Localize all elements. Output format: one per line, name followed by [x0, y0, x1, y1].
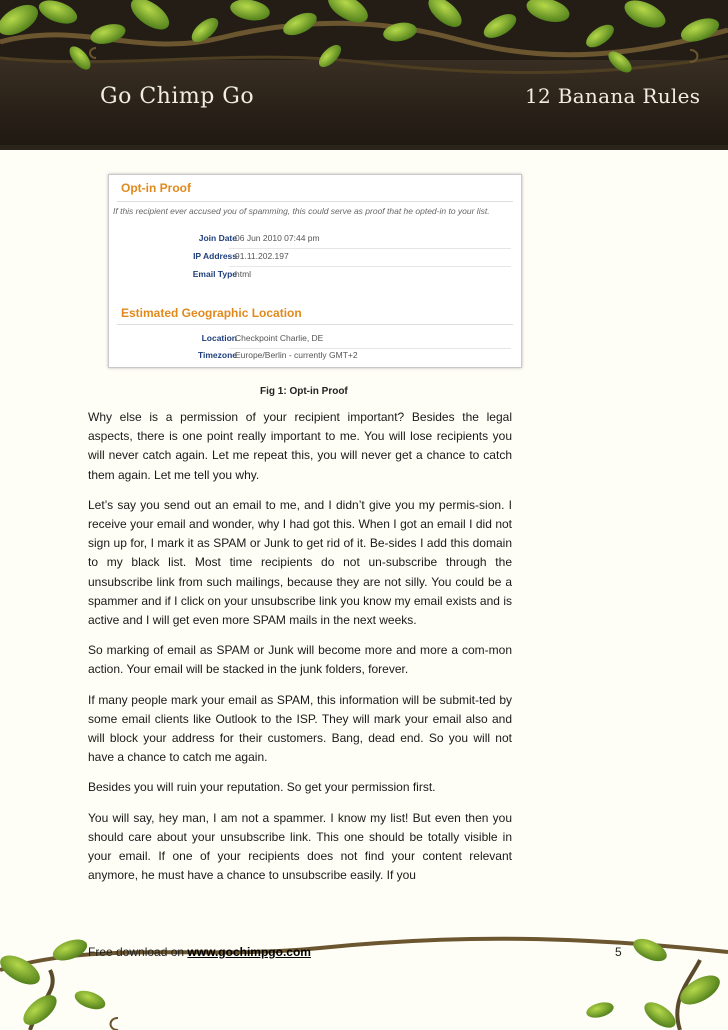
figure-separator [117, 201, 513, 202]
footer-prefix: Free download on [88, 945, 188, 959]
figure-row [109, 269, 521, 286]
figure-row [109, 350, 521, 367]
location-value: Checkpoint Charlie, DE [235, 333, 324, 343]
join-date-value: 06 Jun 2010 07:44 pm [235, 233, 320, 243]
email-type-value: html [235, 269, 252, 279]
figure-separator [117, 324, 513, 325]
jungle-vine-decoration [0, 0, 728, 150]
paragraph: If many people mark your email as SPAM, this information will be submit-ted by some email clients like Outlook to the ISP. They will mark your email also and will block your address for their customers. Bang, dead end. So you will not have a chance to catch me again. [88, 692, 512, 765]
geo-location-heading: Estimated Geographic Location [121, 306, 302, 320]
paragraph: Why else is a permission of your recipient important? Besides the legal aspects, there is one point really important to me. You will lose recipients you will never catch again. Let me repeat this, you will never get a chance to catch them again. Let me tell you why. [88, 410, 512, 482]
row-divider [229, 266, 511, 267]
body-text [88, 408, 512, 896]
timezone-value: Europe/Berlin - currently GMT+2 [235, 350, 358, 360]
paragraph: So marking of email as SPAM or Junk will become more and more a com-mon action. Your email will be stacked in the junk folders, forever. [88, 643, 512, 677]
row-divider [229, 348, 511, 349]
timezone-label: Timezone [197, 350, 237, 360]
website-link[interactable]: www.gochimpgo.com [187, 945, 311, 959]
figure-caption: Fig 1: Opt-in Proof [260, 386, 348, 397]
opt-in-proof-screenshot [108, 174, 522, 368]
page-header [0, 0, 728, 150]
paragraph: You will say, hey man, I am not a spammer. I know my list! But even then you should care about your unsubscribe link. This one should be totally visible in your email. If one of your recipients does not find your content relevant anymore, he must have a chance to unsubscribe easily. If you [88, 810, 512, 883]
join-date-label: Join Date [198, 233, 237, 243]
opt-in-note: If this recipient ever accused you of spamming, this could serve as proof that he opted-in to your list. [113, 206, 490, 216]
brand-title: Go Chimp Go [100, 84, 255, 109]
email-type-label: Email Type [192, 269, 237, 279]
paragraph: Besides you will ruin your reputation. So get your permission first. [88, 780, 436, 795]
opt-in-proof-heading: Opt-in Proof [121, 181, 191, 195]
ip-address-value: 91.11.202.197 [235, 251, 289, 261]
row-divider [229, 248, 511, 249]
page-number: 5 [615, 945, 622, 959]
location-label: Location [201, 333, 237, 343]
paragraph: Let’s say you send out an email to me, and I didn’t give you my permis-sion. I receive your email and wonder, why I had got this. When I got an email I did not sign up for, I mark it as SPAM or Junk to get rid of it. Be-sides I add this domain to my black list. Most time recipients do not un-subscribe through the unsubscribe link from such mailings, because they are not silly. You could be a spammer and if I click on your unsubscribe link you know my email exists and is active and I will get even more SPAM mails in the next weeks. [88, 497, 512, 628]
footer-download-text [88, 945, 311, 959]
document-title: 12 Banana Rules [525, 84, 701, 108]
ip-address-label: IP Address [193, 251, 237, 261]
